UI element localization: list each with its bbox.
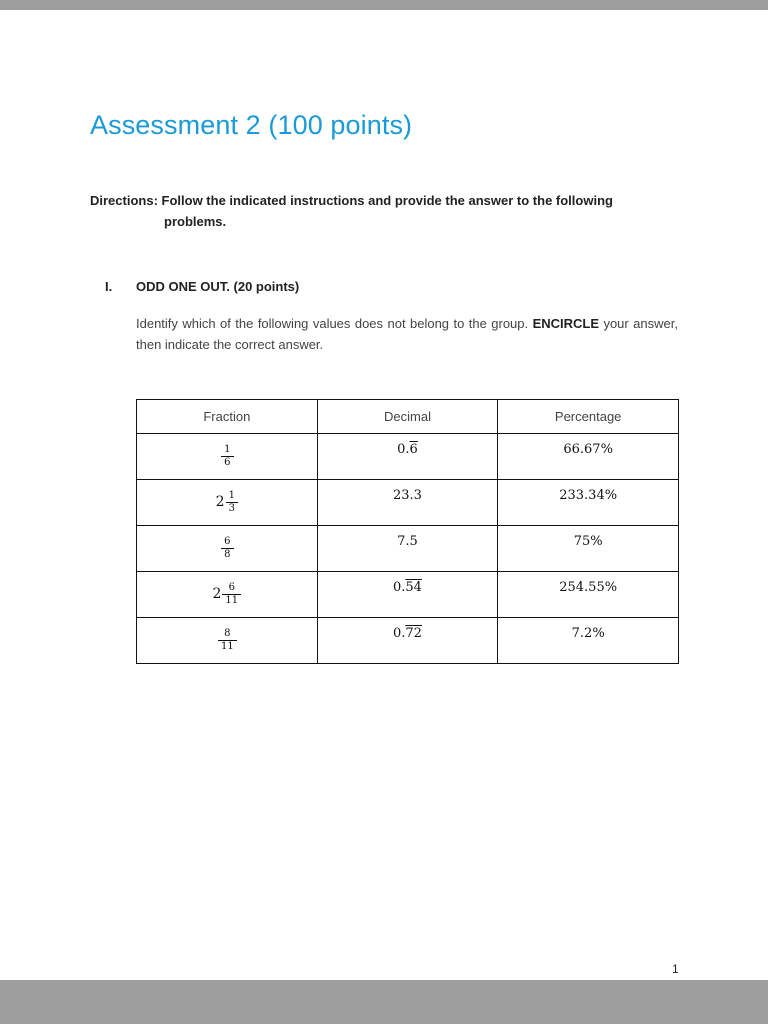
fraction-denominator: 11 xyxy=(220,640,234,652)
fraction-cell[interactable] xyxy=(137,480,318,526)
percentage-cell[interactable]: 75% xyxy=(498,526,679,572)
fraction-numerator: 6 xyxy=(222,582,241,595)
decimal-cell[interactable] xyxy=(317,434,498,480)
fraction-cell[interactable] xyxy=(137,434,318,480)
percentage-cell[interactable]: 66.67% xyxy=(498,434,679,480)
fraction-cell[interactable] xyxy=(137,526,318,572)
fraction-denominator: 8 xyxy=(224,548,231,560)
document-page xyxy=(0,10,768,980)
fraction-numerator: 8 xyxy=(218,628,237,641)
decimal-cell[interactable] xyxy=(317,572,498,618)
percentage-cell[interactable]: 7.2% xyxy=(498,618,679,664)
instruction-emphasis: ENCIRCLE xyxy=(532,316,600,331)
decimal-prefix: 0. xyxy=(393,626,406,641)
decimal-prefix: 23.3 xyxy=(393,488,422,503)
percentage-cell[interactable]: 233.34% xyxy=(498,480,679,526)
directions-text-line2: problems. xyxy=(164,214,227,229)
fraction-numerator: 6 xyxy=(221,536,233,549)
instruction-text-end: your answer, then indicate the correct answer. xyxy=(136,316,678,352)
table-row[interactable] xyxy=(137,434,679,480)
fraction-numerator: 1 xyxy=(221,444,233,457)
fraction-denominator: 6 xyxy=(224,456,231,468)
decimal-repeating: 6 xyxy=(409,442,418,457)
decimal-prefix: 7.5 xyxy=(397,534,418,549)
fraction-cell[interactable] xyxy=(137,618,318,664)
percentage-cell[interactable]: 254.55% xyxy=(498,572,679,618)
directions-text-line1: Follow the indicated instructions and provide the answer to the following xyxy=(161,193,613,208)
decimal-cell[interactable] xyxy=(317,526,498,572)
fraction xyxy=(218,628,237,653)
viewer-bottom-bar xyxy=(0,980,768,1024)
header-decimal: Decimal xyxy=(317,400,498,434)
fraction-denominator: 3 xyxy=(228,502,235,514)
fraction-whole: 2 xyxy=(215,494,225,510)
page-number: 1 xyxy=(672,962,679,976)
table-header-row xyxy=(137,400,679,434)
fraction-whole: 2 xyxy=(212,586,222,602)
section-title: ODD ONE OUT. (20 points) xyxy=(136,279,300,294)
fraction-denominator: 11 xyxy=(225,594,239,606)
instruction-text: Identify which of the following values does not belong to the group. xyxy=(136,316,533,331)
decimal-prefix: 0. xyxy=(393,580,406,595)
table-row[interactable] xyxy=(137,618,679,664)
header-percentage: Percentage xyxy=(498,400,679,434)
fraction xyxy=(221,536,233,561)
directions-label: Directions: xyxy=(90,193,158,208)
table-row[interactable] xyxy=(137,480,679,526)
decimal-repeating: 72 xyxy=(405,626,422,641)
fraction xyxy=(226,490,238,515)
decimal-repeating: 54 xyxy=(405,580,422,595)
decimal-cell[interactable] xyxy=(317,618,498,664)
decimal-cell[interactable] xyxy=(317,480,498,526)
fraction-cell[interactable] xyxy=(137,572,318,618)
section-heading xyxy=(105,279,299,294)
fraction xyxy=(221,444,233,469)
section-number: I. xyxy=(105,279,113,294)
page-title: Assessment 2 (100 points) xyxy=(90,110,413,140)
fraction xyxy=(222,582,241,607)
values-table xyxy=(136,399,679,664)
header-fraction: Fraction xyxy=(137,400,318,434)
viewer-top-bar xyxy=(0,0,768,10)
fraction-numerator: 1 xyxy=(226,490,238,503)
decimal-prefix: 0. xyxy=(397,442,410,457)
table-row[interactable] xyxy=(137,526,679,572)
section-instruction xyxy=(136,313,678,355)
directions xyxy=(90,190,678,232)
table-row[interactable] xyxy=(137,572,679,618)
